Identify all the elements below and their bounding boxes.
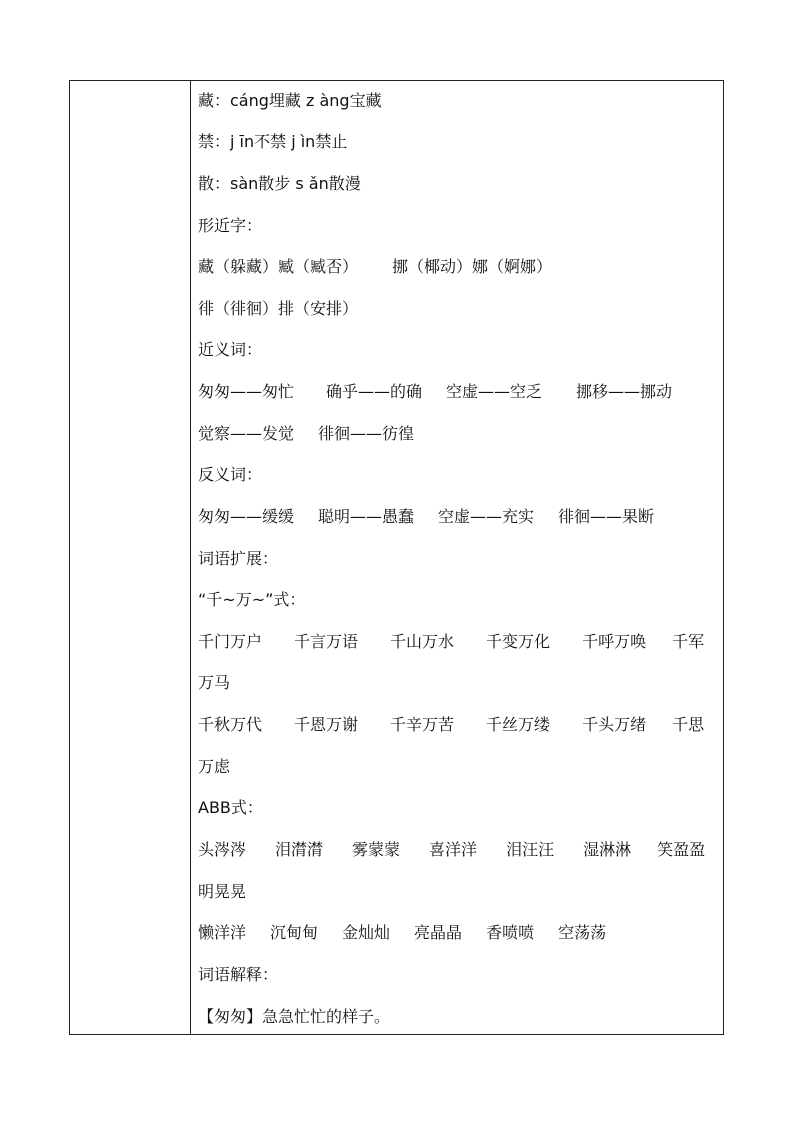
idiom: 千头万绪 <box>582 715 647 734</box>
synonym-pair: 挪移——挪动 <box>576 382 673 401</box>
content-table <box>69 80 724 1035</box>
antonym-pair: 匆匆——缓缓 <box>198 507 295 526</box>
abb-word: 空荡荡 <box>558 923 607 942</box>
antonym-pair: 聪明——愚蠢 <box>318 507 415 526</box>
abb-word: 懒洋洋 <box>198 923 247 942</box>
idiom: 千丝万缕 <box>486 715 551 734</box>
idiom: 千辛万苦 <box>390 715 455 734</box>
idiom: 千门万户 <box>198 632 263 651</box>
qian-wan-line-1 <box>198 632 704 652</box>
similar-chars-line-2: 徘（徘徊）排（安排） <box>198 299 359 318</box>
abb-word: 泪汪汪 <box>506 840 555 859</box>
abb-word: 沉甸甸 <box>270 923 319 942</box>
synonym-pair: 确乎——的确 <box>326 382 423 401</box>
pinyin-cang: 藏：cáng埋藏 z àng宝藏 <box>198 91 382 110</box>
heading-word-extension: 词语扩展： <box>198 549 279 568</box>
heading-word-explanation: 词语解释： <box>198 965 279 984</box>
explanation-congcong: 【匆匆】急急忙忙的样子。 <box>198 1007 391 1026</box>
synonyms-line-2 <box>198 424 414 444</box>
synonym-pair: 徘徊——彷徨 <box>318 424 415 443</box>
idiom: 千思 <box>672 715 705 734</box>
heading-antonyms: 反义词： <box>198 465 263 484</box>
idiom: 千秋万代 <box>198 715 263 734</box>
table-left-column <box>70 81 191 1034</box>
abb-word: 雾蒙蒙 <box>352 840 401 859</box>
heading-synonyms: 近义词： <box>198 340 263 359</box>
synonym-pair: 觉察——发觉 <box>198 424 295 443</box>
idiom: 千变万化 <box>486 632 551 651</box>
abb-line-1-cont: 明晃晃 <box>198 882 247 901</box>
pinyin-jin: 禁：j īn不禁 j ìn禁止 <box>198 132 348 151</box>
similar-chars-group: 藏（躲藏）臧（臧否） <box>198 257 359 276</box>
idiom: 千军 <box>672 632 705 651</box>
pinyin-san: 散：sàn散步 s ǎn散漫 <box>198 174 361 193</box>
abb-line-1 <box>198 840 705 860</box>
idiom: 千呼万唤 <box>582 632 647 651</box>
abb-word: 金灿灿 <box>342 923 391 942</box>
heading-abb-pattern: ABB式： <box>198 798 263 817</box>
abb-word: 香喷喷 <box>486 923 535 942</box>
idiom: 千言万语 <box>294 632 359 651</box>
antonym-pair: 空虚——充实 <box>438 507 535 526</box>
idiom: 千山万水 <box>390 632 455 651</box>
similar-chars-group: 挪（椰动）娜（婀娜） <box>392 257 553 276</box>
qian-wan-line-2-cont: 万虑 <box>198 757 231 776</box>
abb-word: 湿淋淋 <box>583 840 632 859</box>
heading-qian-wan-pattern: “千~万~”式： <box>198 590 306 609</box>
antonyms-line <box>198 507 654 527</box>
qian-wan-line-2 <box>198 715 704 735</box>
abb-line-2 <box>198 923 606 943</box>
synonyms-line-1 <box>198 382 672 402</box>
qian-wan-line-1-cont: 万马 <box>198 673 231 692</box>
synonym-pair: 空虚——空乏 <box>446 382 543 401</box>
abb-word: 泪潸潸 <box>275 840 324 859</box>
synonym-pair: 匆匆——匆忙 <box>198 382 295 401</box>
abb-word: 喜洋洋 <box>429 840 478 859</box>
heading-similar-chars: 形近字： <box>198 216 263 235</box>
abb-word: 头涔涔 <box>198 840 247 859</box>
table-right-column <box>191 81 723 1034</box>
abb-word: 亮晶晶 <box>414 923 463 942</box>
idiom: 千恩万谢 <box>294 715 359 734</box>
antonym-pair: 徘徊——果断 <box>558 507 655 526</box>
similar-chars-line-1 <box>198 257 552 277</box>
abb-word: 笑盈盈 <box>657 840 706 859</box>
